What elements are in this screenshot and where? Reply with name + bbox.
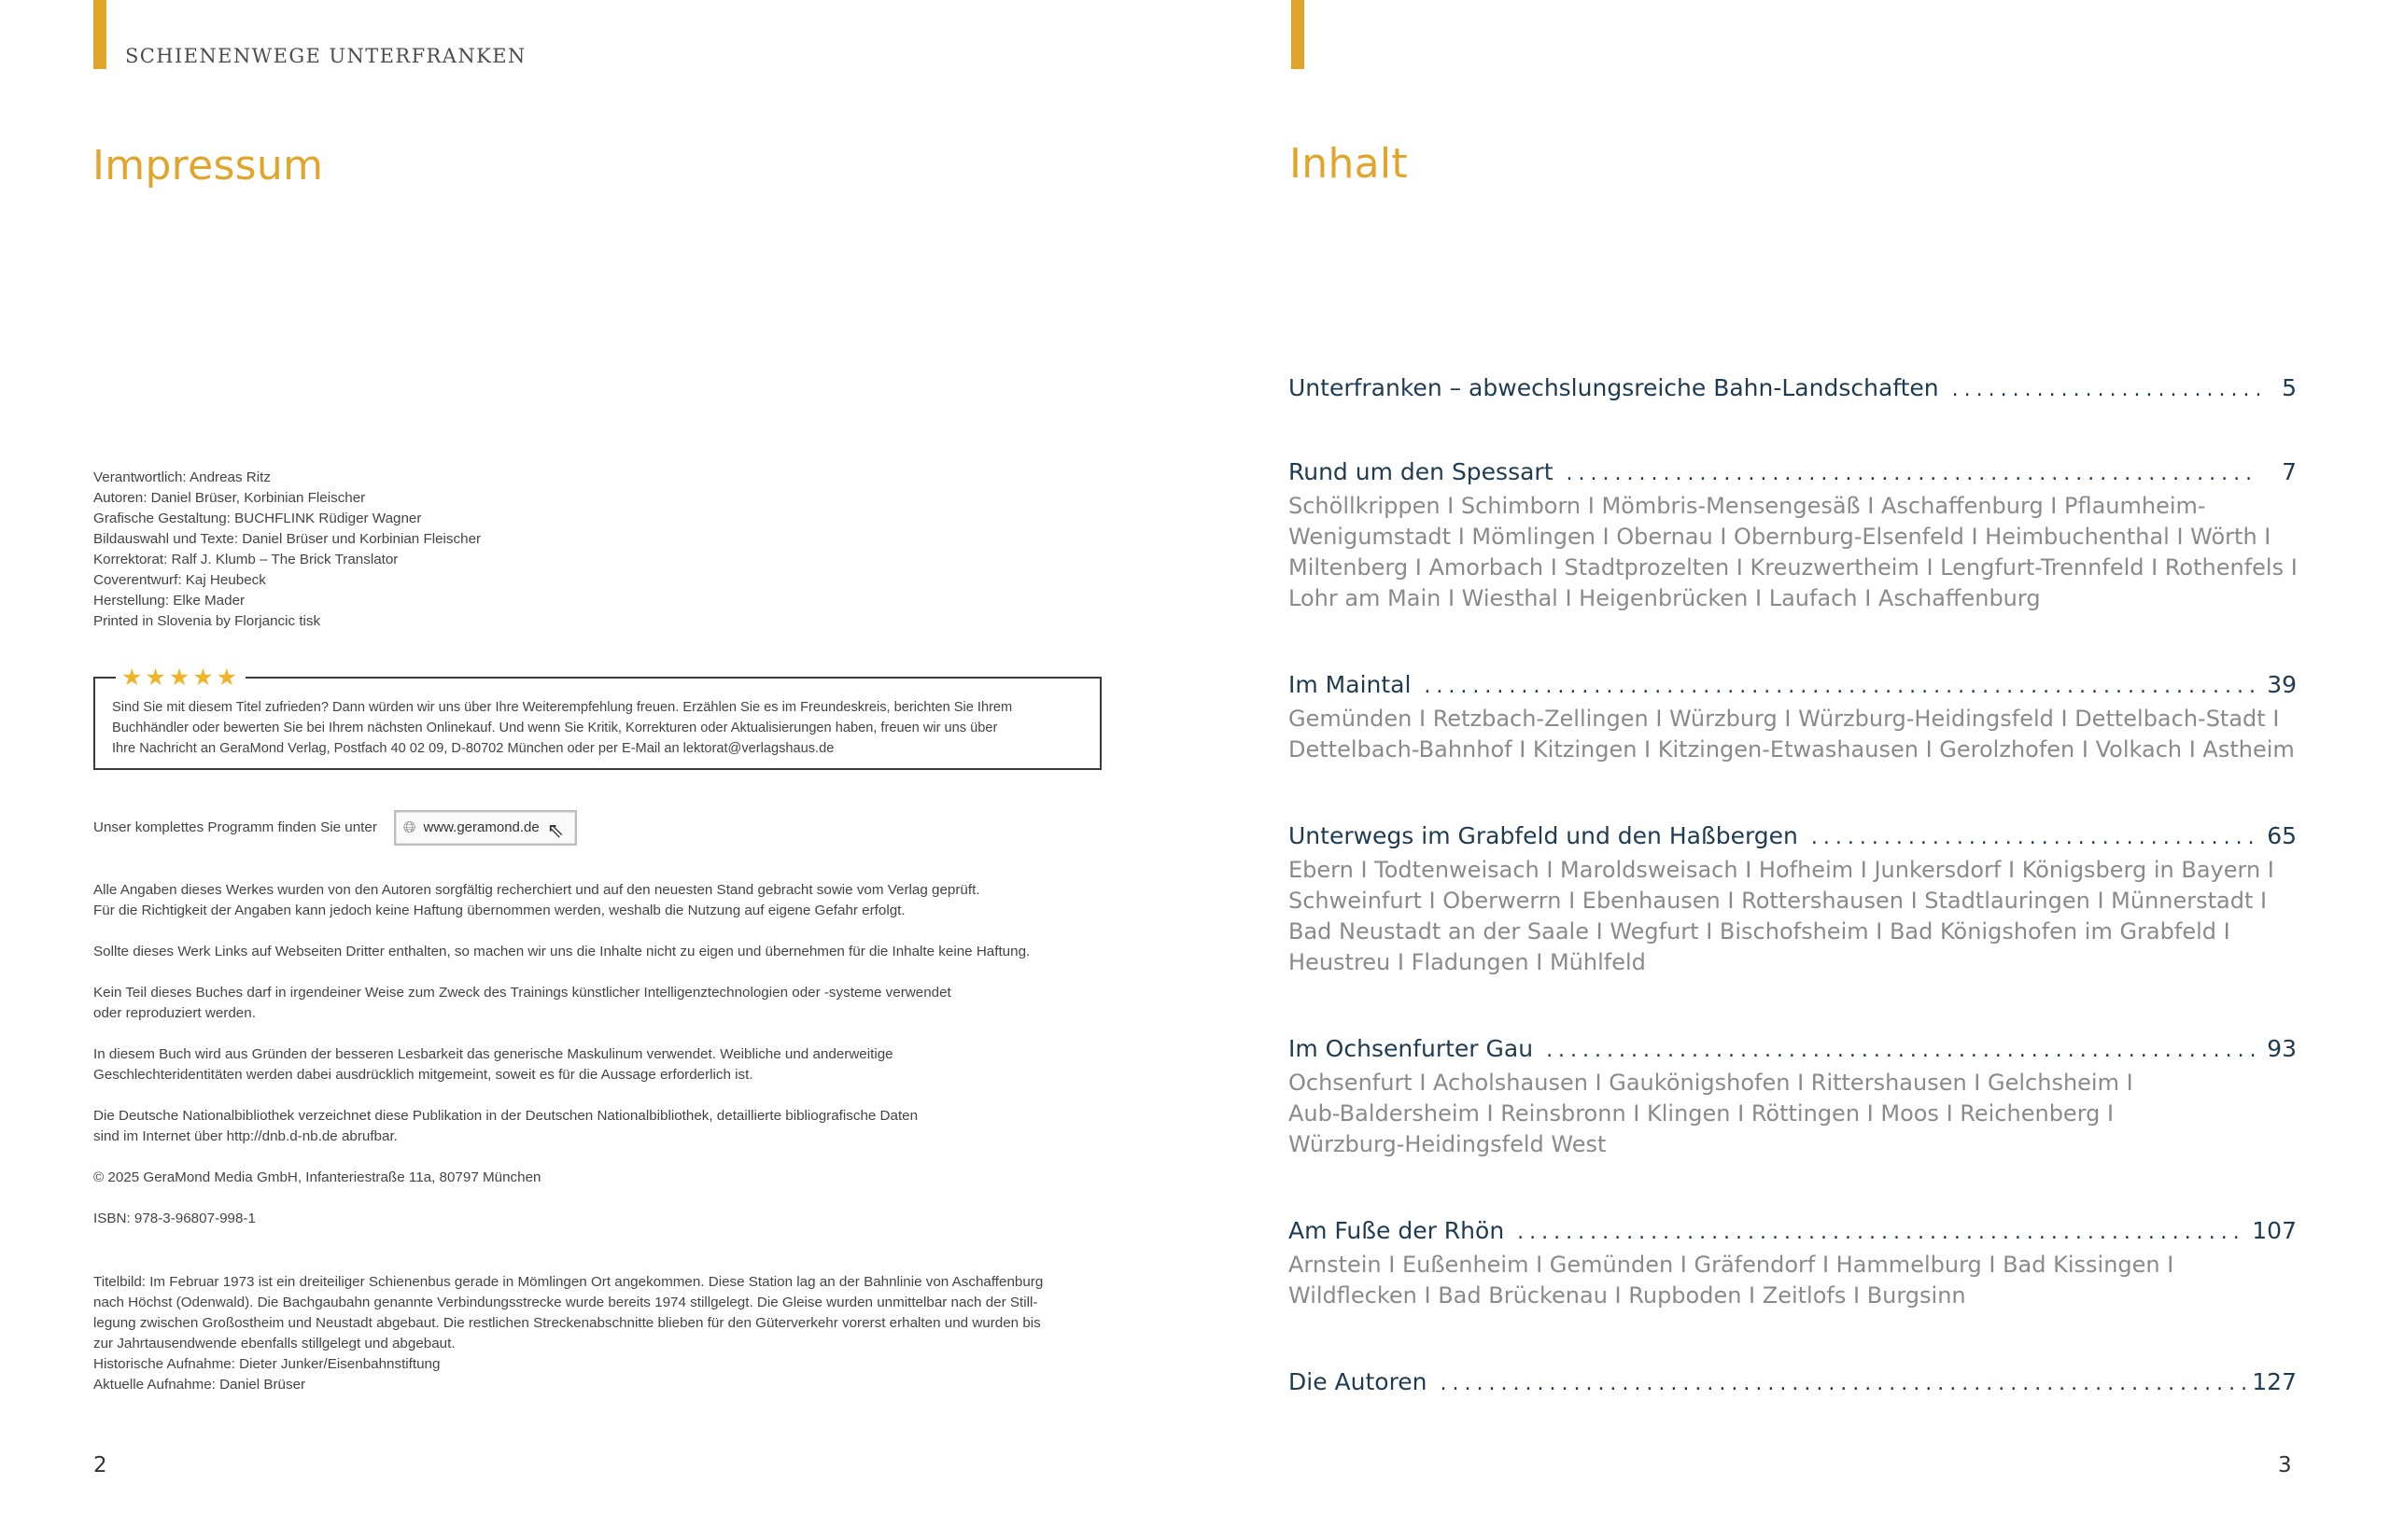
legal-paragraph	[93, 983, 1120, 1024]
toc-entry-head	[1288, 1032, 2297, 1068]
toc-page-number: 107	[2252, 1217, 2297, 1244]
toc-entry-head	[1288, 819, 2297, 855]
toc-page-number: 39	[2267, 671, 2297, 698]
toc-entry-head	[1288, 455, 2297, 491]
programm-row	[93, 809, 577, 847]
impressum-heading: Impressum	[92, 142, 324, 189]
legal-line: Kein Teil dieses Buches darf in irgendeiner Weise zum Zweck des Trainings künstlicher Intelligenztechnologien oder -systeme verwendet	[93, 985, 951, 1001]
legal-line: Die Deutsche Nationalbibliothek verzeichnet diese Publikation in der Deutschen Nationalbibliothek, detaillierte bibliografische Daten	[93, 1108, 919, 1124]
credit-line: Verantwortlich: Andreas Ritz	[93, 469, 271, 485]
toc-page-number: 127	[2252, 1368, 2297, 1395]
legal-line: Alle Angaben dieses Werkes wurden von den Autoren sorgfältig recherchiert und auf den neuesten Stand gebracht sowie vom Verlag geprüft.	[93, 882, 980, 898]
toc-leader-dots	[1567, 457, 2259, 491]
credit-line: Autoren: Daniel Brüser, Korbinian Fleischer	[93, 490, 366, 506]
toc-entry[interactable]	[1288, 1214, 2297, 1311]
inhalt-heading: Inhalt	[1289, 140, 1408, 188]
cover-note	[93, 1272, 1120, 1395]
toc-places-line: Würzburg-Heidingsfeld West	[1288, 1131, 1607, 1157]
toc-entry-head	[1288, 668, 2297, 704]
rating-box	[93, 664, 1102, 770]
toc-leader-dots	[1517, 1216, 2246, 1250]
toc-page-number: 93	[2267, 1035, 2297, 1062]
legal-line: oder reproduziert werden.	[93, 1005, 256, 1021]
programm-text: Unser komplettes Programm finden Sie unter	[93, 819, 377, 835]
credit-line: Korrektorat: Ralf J. Klumb – The Brick Translator	[93, 552, 399, 567]
website-link-button[interactable]	[394, 810, 577, 846]
copyright	[93, 1168, 1120, 1188]
toc-places-line: Aub-Baldersheim I Reinsbronn I Klingen I Röttingen I Moos I Reichenberg I	[1288, 1100, 2115, 1127]
credit-line: Grafische Gestaltung: BUCHFLINK Rüdiger Wagner	[93, 511, 422, 526]
toc-places-line: Schöllkrippen I Schimborn I Mömbris-Mensengesäß I Aschaffenburg I Pflaumheim-	[1288, 493, 2206, 519]
accent-bar-left	[93, 0, 106, 69]
toc-places	[1288, 1250, 2241, 1311]
toc-page-number: 5	[2282, 374, 2297, 401]
cover-note-line: Historische Aufnahme: Dieter Junker/Eisenbahnstiftung	[93, 1356, 441, 1372]
toc-leader-dots	[1424, 670, 2259, 704]
rating-text-line: Sind Sie mit diesem Titel zufrieden? Dann würden wir uns über Ihre Weiterempfehlung freuen. Erzählen Sie es im Freundeskreis, berichten Sie Ihrem	[112, 700, 1013, 715]
toc-title: Unterfranken – abwechslungsreiche Bahn-Landschaften	[1288, 374, 1939, 401]
isbn	[93, 1209, 1120, 1229]
credit-line: Coverentwurf: Kaj Heubeck	[93, 572, 266, 588]
toc-places-line: Lohr am Main I Wiesthal I Heigenbrücken I Laufach I Aschaffenburg	[1288, 585, 2041, 611]
toc-places-line: Wildflecken I Bad Brückenau I Rupboden I Zeitlofs I Burgsinn	[1288, 1282, 1966, 1309]
toc-places-line: Ebern I Todtenweisach I Maroldsweisach I Hofheim I Junkersdorf I Königsberg in Bayern I	[1288, 857, 2274, 883]
toc-title: Am Fuße der Rhön	[1288, 1217, 1505, 1244]
toc-entry[interactable]	[1288, 668, 2297, 765]
toc-title: Im Maintal	[1288, 671, 1412, 698]
toc-entry[interactable]	[1288, 819, 2297, 978]
cover-note-line: Aktuelle Aufnahme: Daniel Brüser	[93, 1377, 306, 1393]
star-icon: ★★★★★	[116, 664, 246, 692]
toc-places-line: Bad Neustadt an der Saale I Wegfurt I Bischofsheim I Bad Königshofen im Grabfeld I	[1288, 918, 2230, 945]
toc-entry-head	[1288, 1365, 2297, 1401]
website-url: www.geramond.de	[423, 819, 540, 835]
toc-page-number: 7	[2282, 458, 2297, 485]
toc-page-number: 65	[2267, 822, 2297, 849]
toc-title: Die Autoren	[1288, 1368, 1427, 1395]
legal-line: © 2025 GeraMond Media GmbH, Infanteriestraße 11a, 80797 München	[93, 1169, 541, 1185]
cover-note-line: nach Höchst (Odenwald). Die Bachgaubahn genannte Verbindungsstrecke wurde bereits 1974 stillgelegt. Die Gleise wurden unmittelbar nach der Still-	[93, 1295, 1038, 1310]
legal-line: In diesem Buch wird aus Gründen der besseren Lesbarkeit das generische Maskulinum verwendet. Weibliche und anderweitige	[93, 1046, 893, 1062]
legal-line: Für die Richtigkeit der Angaben kann jedoch keine Haftung übernommen werden, weshalb die Nutzung auf eigene Gefahr erfolgt.	[93, 903, 906, 918]
toc-places-line: Heustreu I Fladungen I Mühlfeld	[1288, 949, 1646, 975]
cover-note-line: legung zwischen Großostheim und Neustadt abgebaut. Die restlichen Streckenabschnitte blieben für den Güterverkehr vorerst erhalten und wurden bis	[93, 1315, 1041, 1331]
toc-entry[interactable]	[1288, 371, 2297, 407]
legal-paragraph	[93, 1044, 1120, 1085]
legal-paragraph	[93, 880, 1120, 921]
toc-places	[1288, 855, 2274, 978]
toc-places	[1288, 704, 2295, 765]
toc-title: Rund um den Spessart	[1288, 458, 1554, 485]
credit-line: Herstellung: Elke Mader	[93, 593, 246, 609]
toc-entry[interactable]	[1288, 455, 2297, 614]
toc-title: Unterwegs im Grabfeld und den Haßbergen	[1288, 822, 1798, 849]
running-head: SCHIENENWEGE UNTERFRANKEN	[125, 45, 527, 67]
toc-places-line: Ochsenfurt I Acholshausen I Gaukönigshofen I Rittershausen I Gelchsheim I	[1288, 1070, 2133, 1096]
toc-places-line: Dettelbach-Bahnhof I Kitzingen I Kitzingen-Etwashausen I Gerolzhofen I Volkach I Astheim	[1288, 736, 2295, 763]
toc-places-line: Gemünden I Retzbach-Zellingen I Würzburg I Würzburg-Heidingsfeld I Dettelbach-Stadt I	[1288, 706, 2280, 732]
credit-line: Printed in Slovenia by Florjancic tisk	[93, 613, 321, 629]
toc-entry-head	[1288, 371, 2297, 407]
toc-entry[interactable]	[1288, 1032, 2297, 1160]
toc-places-line: Wenigumstadt I Mömlingen I Obernau I Obernburg-Elsenfeld I Heimbuchenthal I Wörth I	[1288, 524, 2271, 550]
page-number-left: 2	[93, 1453, 107, 1477]
toc-entry[interactable]	[1288, 1365, 2297, 1401]
toc-title: Im Ochsenfurter Gau	[1288, 1035, 1534, 1062]
credit-line: Bildauswahl und Texte: Daniel Brüser und Korbinian Fleischer	[93, 531, 482, 547]
toc-leader-dots	[1811, 821, 2259, 855]
legal-paragraph	[93, 942, 1120, 962]
legal-paragraph	[93, 1106, 1120, 1147]
legal-notes	[93, 880, 1120, 1250]
legal-line: ISBN: 978-3-96807-998-1	[93, 1211, 256, 1226]
toc-places-line: Arnstein I Eußenheim I Gemünden I Gräfendorf I Hammelburg I Bad Kissingen I	[1288, 1252, 2174, 1278]
toc-leader-dots	[1441, 1367, 2247, 1401]
rating-text-line: Buchhändler oder bewerten Sie bei Ihrem nächsten Onlinekauf. Und wenn Sie Kritik, Korrekturen oder Aktualisierungen haben, freuen wir uns über	[112, 721, 998, 735]
legal-line: Geschlechteridentitäten werden dabei ausdrücklich mitgemeint, soweit es für die Aussage erforderlich ist.	[93, 1067, 753, 1083]
globe-icon: 🌐︎	[402, 819, 416, 837]
toc-leader-dots	[1546, 1034, 2259, 1068]
credits-block	[93, 468, 1102, 632]
toc-places-line: Miltenberg I Amorbach I Stadtprozelten I Kreuzwertheim I Lengfurt-Trennfeld I Rothenfels I	[1288, 554, 2298, 581]
toc-places	[1288, 1068, 2241, 1160]
legal-line: sind im Internet über http://dnb.d-nb.de abrufbar.	[93, 1128, 398, 1144]
page-number-right: 3	[2278, 1453, 2292, 1477]
accent-bar-right	[1291, 0, 1304, 69]
toc-entry-head	[1288, 1214, 2297, 1250]
rating-text-line: Ihre Nachricht an GeraMond Verlag, Postfach 40 02 09, D-80702 München oder per E-Mail an lektorat@verlagshaus.de	[112, 741, 835, 756]
toc-places	[1288, 491, 2298, 614]
cover-note-line: Titelbild: Im Februar 1973 ist ein dreiteiliger Schienenbus gerade in Mömlingen Ort angekommen. Diese Station lag an der Bahnlinie von Aschaffenburg	[93, 1274, 1044, 1290]
legal-line: Sollte dieses Werk Links auf Webseiten Dritter enthalten, so machen wir uns die Inhalte nicht zu eigen und übernehmen für die Inhalte keine Haftung.	[93, 944, 1031, 959]
cover-note-line: zur Jahrtausendwende ebenfalls stillgelegt und abgebaut.	[93, 1336, 456, 1351]
cursor-pointer-icon: ⇖	[546, 819, 565, 843]
toc-leader-dots	[1952, 373, 2259, 407]
toc-places-line: Schweinfurt I Oberwerrn I Ebenhausen I Rottershausen I Stadtlauringen I Münnerstadt I	[1288, 888, 2268, 914]
